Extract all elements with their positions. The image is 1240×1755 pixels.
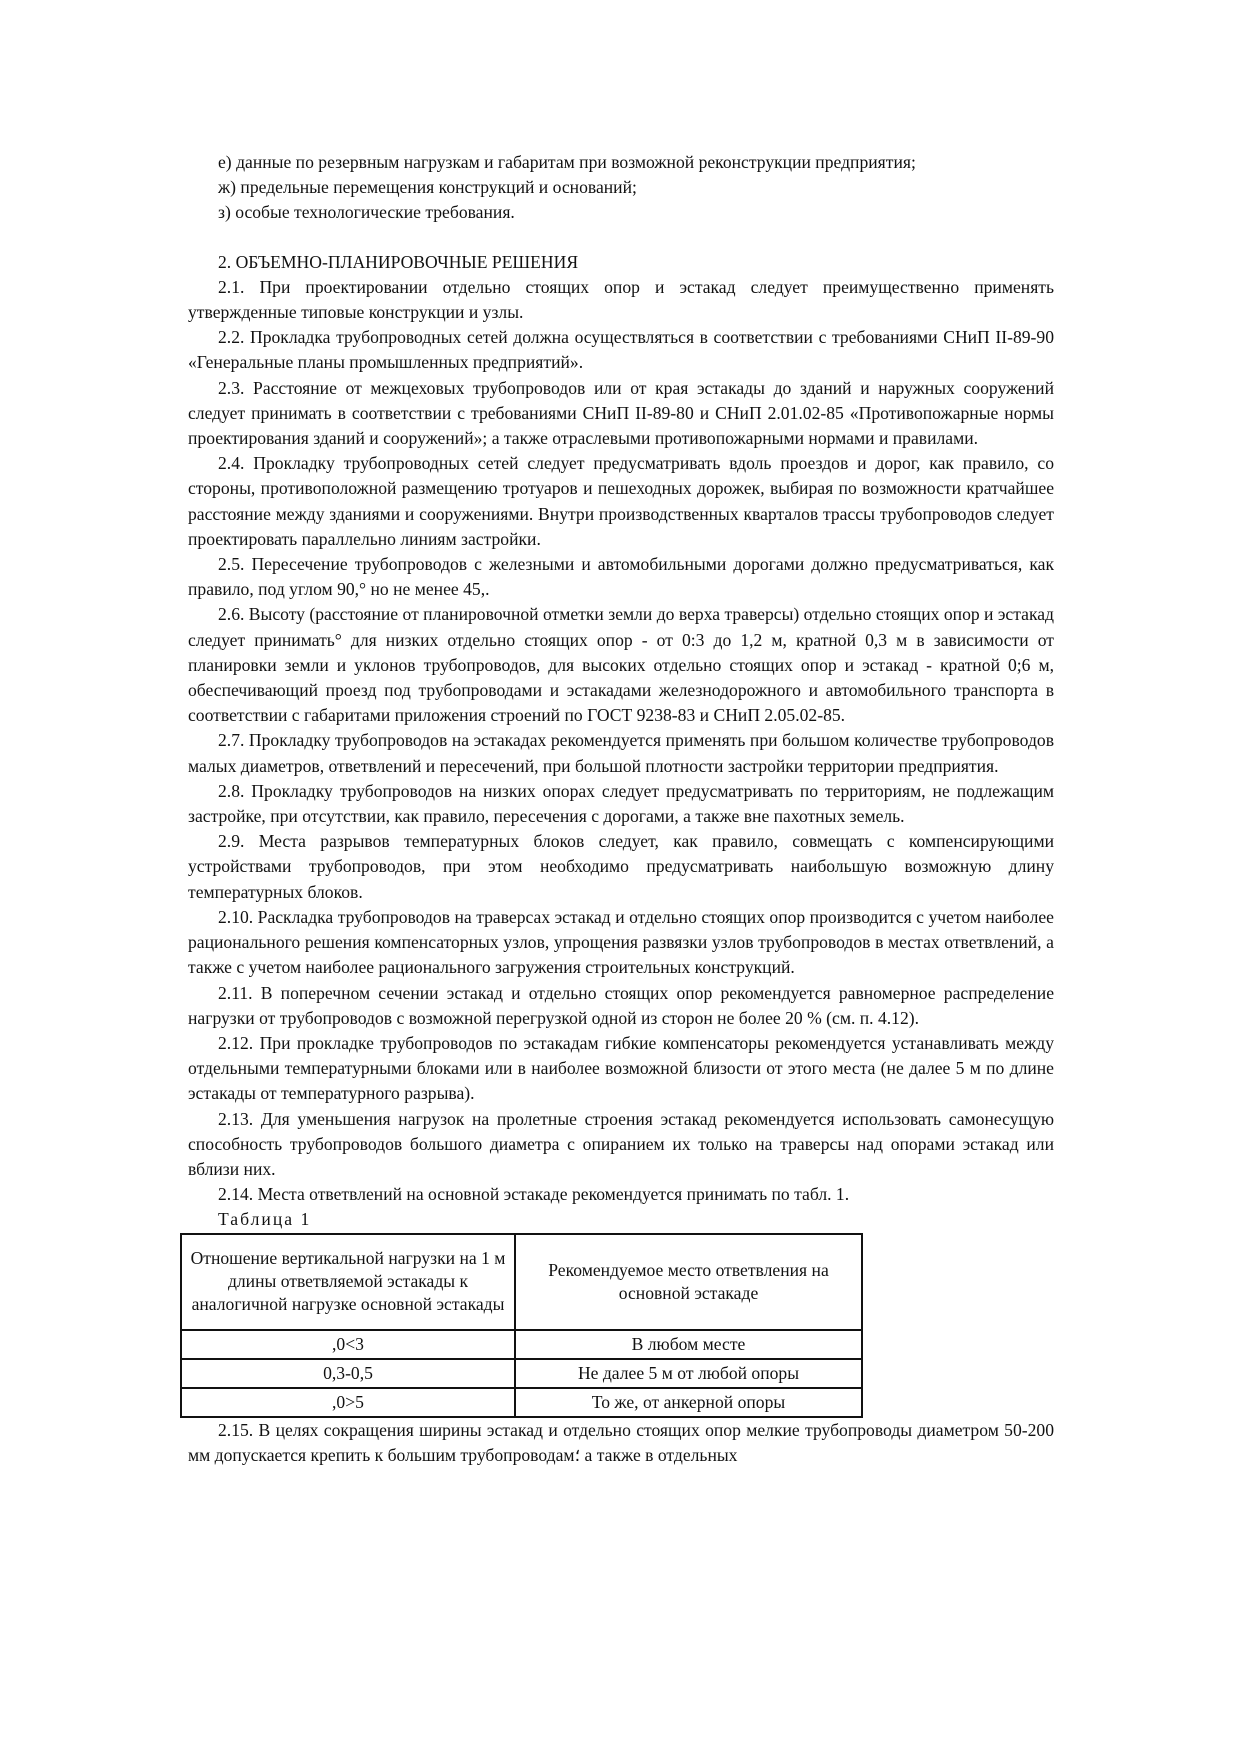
table-1 bbox=[180, 1233, 863, 1418]
table-cell: Не далее 5 м от любой опоры bbox=[515, 1359, 862, 1388]
intro-item-zh: ж) предельные перемещения конструкций и оснований; bbox=[218, 177, 637, 198]
table-header-cell: Рекомендуемое место ответвления на основной эстакаде bbox=[515, 1234, 862, 1330]
intro-item-e: е) данные по резервным нагрузкам и габаритам при возможной реконструкции предприятия; bbox=[218, 152, 916, 172]
table-cell: ,0>5 bbox=[181, 1388, 515, 1417]
table-cell: В любом месте bbox=[515, 1330, 862, 1359]
paragraph-2-3: 2.3. Расстояние от межцеховых трубопроводов или от края эстакады до зданий и наружных сооружений следует принимать в соответствии с требованиями СНиП II-89-80 и СНиП 2.01.02-85 «Противопожарные нормы проектирования зданий и сооружений»; а также отраслевыми противопожарными нормами и правилами. bbox=[188, 377, 1054, 449]
paragraph-2-9: 2.9. Места разрывов температурных блоков следует, как правило, совмещать с компенсирующими устройствами трубопроводов, при этом необходимо предусматривать наибольшую возможную длину температурных блоков. bbox=[188, 831, 1054, 902]
table-header-cell: Отношение вертикальной нагрузки на 1 м длины ответвляемой эстакады к аналогичной нагрузке основной эстакады bbox=[181, 1234, 515, 1330]
table-cell: То же, от анкерной опоры bbox=[515, 1388, 862, 1417]
paragraph-2-6: 2.6. Высоту (расстояние от планировочной отметки земли до верха траверсы) отдельно стоящих опор и эстакад следует принимать° для низких отдельно стоящих опор - от 0:3 до 1,2 м, кратной 0,3 м в зависимости от планировки земли и уклонов трубопроводов, для высоких отдельно стоящих опор и эстакад - кратной 0;6 м, обеспечивающий проезд под трубопроводами и эстакадами железнодорожного и автомобильного транспорта в соответствии с габаритами приложения строений по ГОСТ 9238-83 и СНиП 2.05.02-85. bbox=[188, 604, 1054, 726]
table-cell: 0,3-0,5 bbox=[181, 1359, 515, 1388]
table-row bbox=[181, 1330, 862, 1359]
paragraph-2-13: 2.13. Для уменьшения нагрузок на пролетные строения эстакад рекомендуется использовать самонесущую способность трубопроводов большого диаметра с опиранием их только на траверсы над опорами эстакад или вблизи них. bbox=[188, 1108, 1054, 1179]
document-page bbox=[188, 150, 1054, 1468]
table-cell: ,0<3 bbox=[181, 1330, 515, 1359]
paragraph-2-7: 2.7. Прокладку трубопроводов на эстакадах рекомендуется применять при большом количестве трубопроводов малых диаметров, ответвлений и пересечений, при большой плотности застройки территории предприятия. bbox=[188, 730, 1054, 776]
table-caption: Таблица 1 bbox=[218, 1209, 312, 1230]
paragraph-2-1: 2.1. При проектировании отдельно стоящих опор и эстакад следует преимущественно применять утвержденные типовые конструкции и узлы. bbox=[188, 276, 1054, 323]
paragraph-2-14: 2.14. Места ответвлений на основной эстакаде рекомендуется принимать по табл. 1. bbox=[218, 1184, 850, 1205]
paragraph-2-12: 2.12. При прокладке трубопроводов по эстакадам гибкие компенсаторы рекомендуется устанавливать между отдельными температурными блоками или в наиболее возможной близости от этого места (не далее 5 м по длине эстакады от температурного разрыва). bbox=[188, 1032, 1054, 1104]
paragraph-2-5: 2.5. Пересечение трубопроводов с железными и автомобильными дорогами должно предусматриваться, как правило, под углом 90,° но не менее 45,. bbox=[188, 554, 1054, 600]
table-row bbox=[181, 1359, 862, 1388]
intro-item-z: з) особые технологические требования. bbox=[218, 202, 515, 223]
paragraph-2-15: 2.15. В целях сокращения ширины эстакад и отдельно стоящих опор мелкие трубопроводы диаметром 50-200 мм допускается крепить к большим трубопроводам؛ а также в отдельных bbox=[188, 1419, 1054, 1465]
paragraph-2-10: 2.10. Раскладка трубопроводов на траверсах эстакад и отдельно стоящих опор производится с учетом наиболее рационального решения компенсаторных узлов, упрощения развязки узлов трубопроводов в местах ответвлений, а также с учетом наиболее рационального загружения строительных конструкций. bbox=[188, 906, 1054, 978]
paragraph-2-2: 2.2. Прокладка трубопроводных сетей должна осуществляться в соответствии с требованиями СНиП II-89-90 «Генеральные планы промышленных предприятий». bbox=[188, 327, 1054, 373]
paragraph-2-11: 2.11. В поперечном сечении эстакад и отдельно стоящих опор рекомендуется равномерное распределение нагрузки от трубопроводов с возможной перегрузкой одной из сторон не более 20 % (см. п. 4.12). bbox=[188, 982, 1054, 1028]
table-row bbox=[181, 1388, 862, 1417]
spacer bbox=[188, 226, 1054, 250]
paragraph-2-8: 2.8. Прокладку трубопроводов на низких опорах следует предусматривать по территориям, не подлежащим застройке, при отсутствии, как правило, пересечения с дорогами, а также вне пахотных земель. bbox=[188, 780, 1054, 827]
section-title: 2. ОБЪЕМНО-ПЛАНИРОВОЧНЫЕ РЕШЕНИЯ bbox=[218, 251, 579, 272]
table-header-row bbox=[181, 1234, 862, 1330]
paragraph-2-4: 2.4. Прокладку трубопроводных сетей следует предусматривать вдоль проездов и дорог, как правило, со стороны, противоположной размещению тротуаров и пешеходных дорожек, выбирая по возможности кратчайшее расстояние между зданиями и сооружениями. Внутри производственных кварталов трассы трубопроводов следует проектировать параллельно линиям застройки. bbox=[188, 453, 1054, 549]
